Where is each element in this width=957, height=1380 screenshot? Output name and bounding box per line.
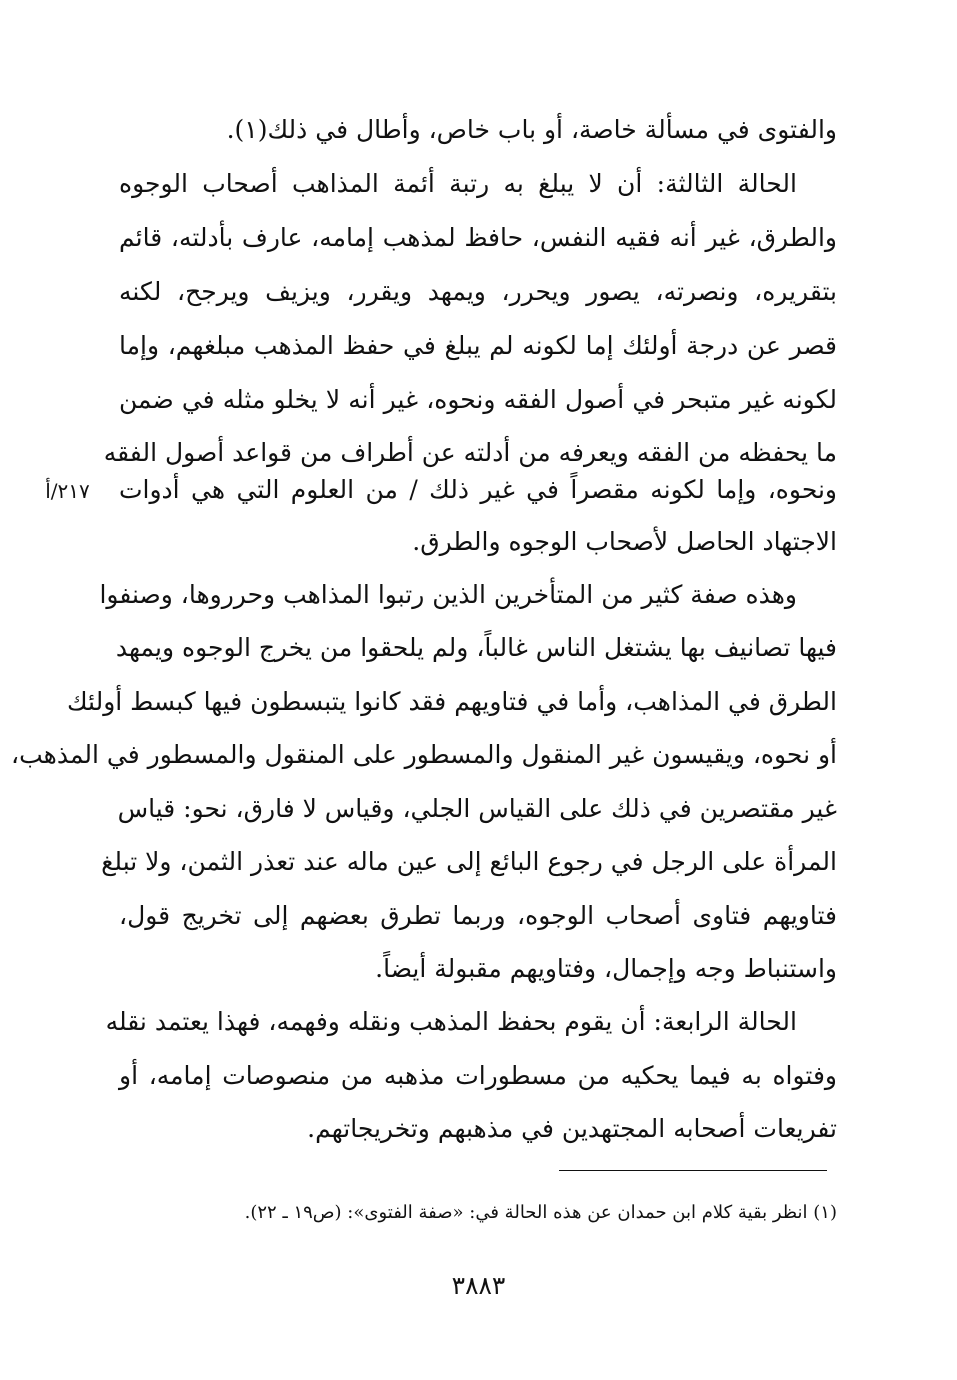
- text-line-15: المرأة على الرجل في رجوع البائع إلى عين ماله عند تعذر الثمن، ولا تبلغ: [101, 847, 837, 876]
- text-line-20: تفريعات أصحابه المجتهدين في مذهبهم وتخريجاتهم.: [307, 1114, 837, 1143]
- text-line-6: لكونه غير متبحر في أصول الفقه ونحوه، غير أنه لا يخلو مثله في ضمن: [119, 385, 837, 414]
- text-line-8: ونحوه، وإما لكونه مقصراً في غير ذلك / من العلوم التي هي أدوات: [119, 475, 837, 504]
- text-line-13: أو نحوه، ويقيسون غير المنقول والمسطور على المنقول والمسطور في المذهب،: [11, 740, 837, 769]
- text-line-10: وهذه صفة كثير من المتأخرين الذين رتبوا المذاهب وحرروها، وصنفوا: [99, 580, 797, 609]
- text-line-3: والطرق، غير أنه فقيه النفس، حافظ لمذهب إمامه، عارف بأدلته، قائم: [119, 223, 837, 252]
- text-line-14: غير مقتصرين في ذلك على القياس الجلي، وقياس لا فارق، نحو: قياس: [117, 794, 837, 823]
- text-line-18: الحالة الرابعة: أن يقوم بحفظ المذهب ونقله وفهمه، فهذا يعتمد نقله: [105, 1007, 797, 1036]
- text-line-1: والفتوى في مسألة خاصة، أو باب خاص، وأطال في ذلك(١).: [226, 115, 837, 144]
- manuscript-folio-note: ٢١٧/أ: [45, 479, 90, 503]
- text-line-5: قصر عن درجة أولئك إما لكونه لم يبلغ في حفظ المذهب مبلغهم، وإما: [119, 331, 837, 360]
- footnote-separator: [559, 1170, 827, 1171]
- text-line-16: فتاويهم فتاوى أصحاب الوجوه، وربما تطرق بعضهم إلى تخريج قول،: [119, 901, 837, 930]
- text-line-2: الحالة الثالثة: أن لا يبلغ به رتبة أئمة المذاهب أصحاب الوجوه: [119, 169, 797, 198]
- text-line-17: واستنباط وجه وإجمال، وفتاويهم مقبولة أيضاً.: [375, 954, 837, 983]
- footnote: (١) انظر بقية كلام ابن حمدان عن هذه الحالة في: «صفة الفتوى»: (ص١٩ ـ ٢٢).: [244, 1202, 837, 1223]
- text-line-12: الطرق في المذاهب، وأما في فتاويهم فقد كانوا يتبسطون فيها كبسط أولئك: [66, 687, 837, 716]
- text-line-9: الاجتهاد الحاصل لأصحاب الوجوه والطرق.: [412, 527, 837, 556]
- text-line-4: بتقريره، ونصرته، يصور ويحرر، ويمهد ويقرر، ويزيف ويرجح، لكنه: [119, 277, 837, 306]
- page-number: ٣٨٨٣: [451, 1271, 506, 1300]
- text-line-19: وفتواه به فيما يحكيه من مسطورات مذهبه من منصوصات إمامه، أو: [119, 1061, 837, 1090]
- text-line-11: فيها تصانيف بها يشتغل الناس غالباً، ولم يلحقوا من يخرج الوجوه ويمهد: [115, 633, 837, 662]
- text-line-7: ما يحفظه من الفقه ويعرفه من أدلته عن أطراف من قواعد أصول الفقه: [103, 438, 837, 467]
